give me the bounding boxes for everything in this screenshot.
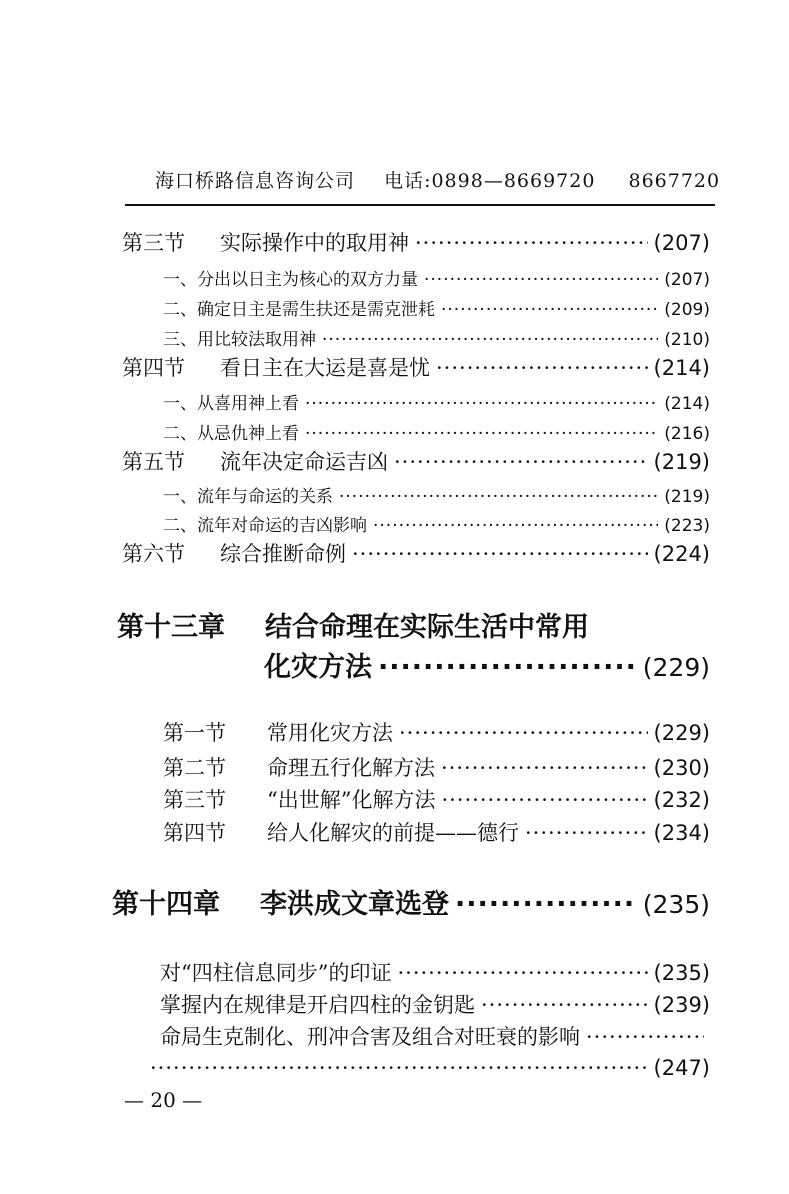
- dot-leader: [305, 424, 658, 444]
- page-ref: (235): [642, 890, 710, 919]
- dot-leader: [441, 756, 648, 780]
- section-title: 看日主在大运是喜是忧: [220, 356, 430, 380]
- section-number: 第四节: [163, 821, 226, 845]
- dot-leader: [424, 270, 658, 290]
- dot-leader: [394, 450, 648, 474]
- toc-section: [122, 352, 710, 382]
- article-title: 命局生克制化、刑冲合害及组合对旺衰的影响: [160, 1025, 580, 1049]
- section-title: 流年决定命运吉凶: [220, 450, 388, 474]
- subsection-title: 二、从忌仇神上看: [163, 424, 299, 444]
- page-ref: (234): [653, 821, 710, 845]
- page-ref: (229): [653, 721, 710, 745]
- page-ref: (209): [664, 300, 710, 320]
- page-header: [155, 166, 720, 193]
- section-title: 实际操作中的取用神: [220, 231, 409, 255]
- dot-leader: [455, 889, 637, 920]
- dot-leader: [150, 1056, 648, 1080]
- toc-section: [122, 227, 710, 257]
- dot-leader: [399, 721, 648, 745]
- dot-leader: [305, 394, 658, 414]
- toc-section: [122, 538, 710, 568]
- toc-section: [122, 446, 710, 476]
- page-ref: (235): [653, 961, 710, 985]
- article-title: 掌握内在规律是开启四柱的金钥匙: [160, 993, 475, 1017]
- section-title: 常用化灾方法: [267, 721, 393, 745]
- page-number-footer: — 20 —: [124, 1088, 203, 1112]
- page-ref: (229): [642, 653, 710, 682]
- dot-leader: [441, 788, 647, 812]
- toc-section: [163, 752, 710, 782]
- section-title: “出世解”化解方法: [267, 788, 436, 812]
- page-ref: (230): [653, 756, 710, 780]
- toc-section: [163, 717, 710, 747]
- page-ref: (247): [653, 1056, 710, 1080]
- section-number: 第一节: [163, 721, 226, 745]
- page-ref: (214): [664, 394, 710, 414]
- toc-subsection: [163, 325, 710, 351]
- chapter-title-continued: 化灾方法: [264, 652, 372, 683]
- phone-number: 电话:0898—8669720: [384, 170, 596, 192]
- dot-leader: [436, 356, 648, 380]
- chapter-heading: [112, 882, 710, 920]
- phone-number-2: 8667720: [628, 170, 721, 192]
- page-ref: (214): [653, 356, 710, 380]
- header-rule: [125, 204, 715, 206]
- section-number: 第三节: [122, 231, 185, 255]
- toc-article: [160, 1021, 710, 1051]
- page-ref: (207): [653, 231, 710, 255]
- section-number: 第二节: [163, 756, 226, 780]
- toc-section: [163, 784, 710, 814]
- subsection-title: 一、从喜用神上看: [163, 394, 299, 414]
- page-ref: (239): [653, 993, 710, 1017]
- page-ref: (219): [653, 450, 710, 474]
- dot-leader: [397, 961, 647, 985]
- chapter-number: 第十三章: [117, 612, 225, 643]
- page-ref: (210): [664, 330, 710, 350]
- toc-subsection: [163, 295, 710, 321]
- article-title: 对“四柱信息同步”的印证: [160, 961, 392, 985]
- toc-subsection: [163, 265, 710, 291]
- toc-article: [160, 989, 710, 1019]
- toc-subsection: [163, 389, 710, 415]
- company-name: 海口桥路信息咨询公司: [155, 170, 356, 192]
- page-ref: (223): [664, 516, 710, 536]
- dot-leader: [586, 1025, 704, 1049]
- section-number: 第五节: [122, 450, 185, 474]
- toc-subsection: [163, 511, 710, 537]
- subsection-title: 一、分出以日主为核心的双方力量: [163, 270, 418, 290]
- dot-leader: [373, 516, 658, 536]
- dot-leader: [352, 542, 648, 566]
- dot-leader: [378, 652, 637, 683]
- dot-leader: [322, 330, 658, 350]
- page-ref: (224): [653, 542, 710, 566]
- section-number: 第三节: [163, 788, 226, 812]
- section-number: 第六节: [122, 542, 185, 566]
- chapter-title: 结合命理在实际生活中常用: [265, 612, 589, 643]
- page-ref: (216): [664, 424, 710, 444]
- chapter-title: 李洪成文章选登: [260, 889, 449, 920]
- section-title: 综合推断命例: [220, 542, 346, 566]
- subsection-title: 一、流年与命运的关系: [163, 487, 333, 507]
- toc-article-continuation: [150, 1056, 710, 1086]
- page-ref: (219): [664, 487, 710, 507]
- page-ref: (232): [653, 788, 710, 812]
- dot-leader: [481, 993, 648, 1017]
- toc-section: [163, 817, 710, 847]
- section-title: 给人化解灾的前提——德行: [267, 821, 519, 845]
- toc-subsection: [163, 482, 710, 508]
- dot-leader: [339, 487, 658, 507]
- page-ref: (207): [664, 270, 710, 290]
- chapter-heading: [117, 605, 589, 644]
- chapter-number: 第十四章: [112, 889, 220, 920]
- chapter-heading-continuation: [264, 645, 710, 683]
- dot-leader: [525, 821, 648, 845]
- dot-leader: [415, 231, 648, 255]
- section-title: 命理五行化解方法: [267, 756, 435, 780]
- toc-subsection: [163, 419, 710, 445]
- subsection-title: 三、用比较法取用神: [163, 330, 316, 350]
- subsection-title: 二、确定日主是需生扶还是需克泄耗: [163, 300, 435, 320]
- subsection-title: 二、流年对命运的吉凶影响: [163, 516, 367, 536]
- toc-article: [160, 957, 710, 987]
- dot-leader: [441, 300, 658, 320]
- section-number: 第四节: [122, 356, 185, 380]
